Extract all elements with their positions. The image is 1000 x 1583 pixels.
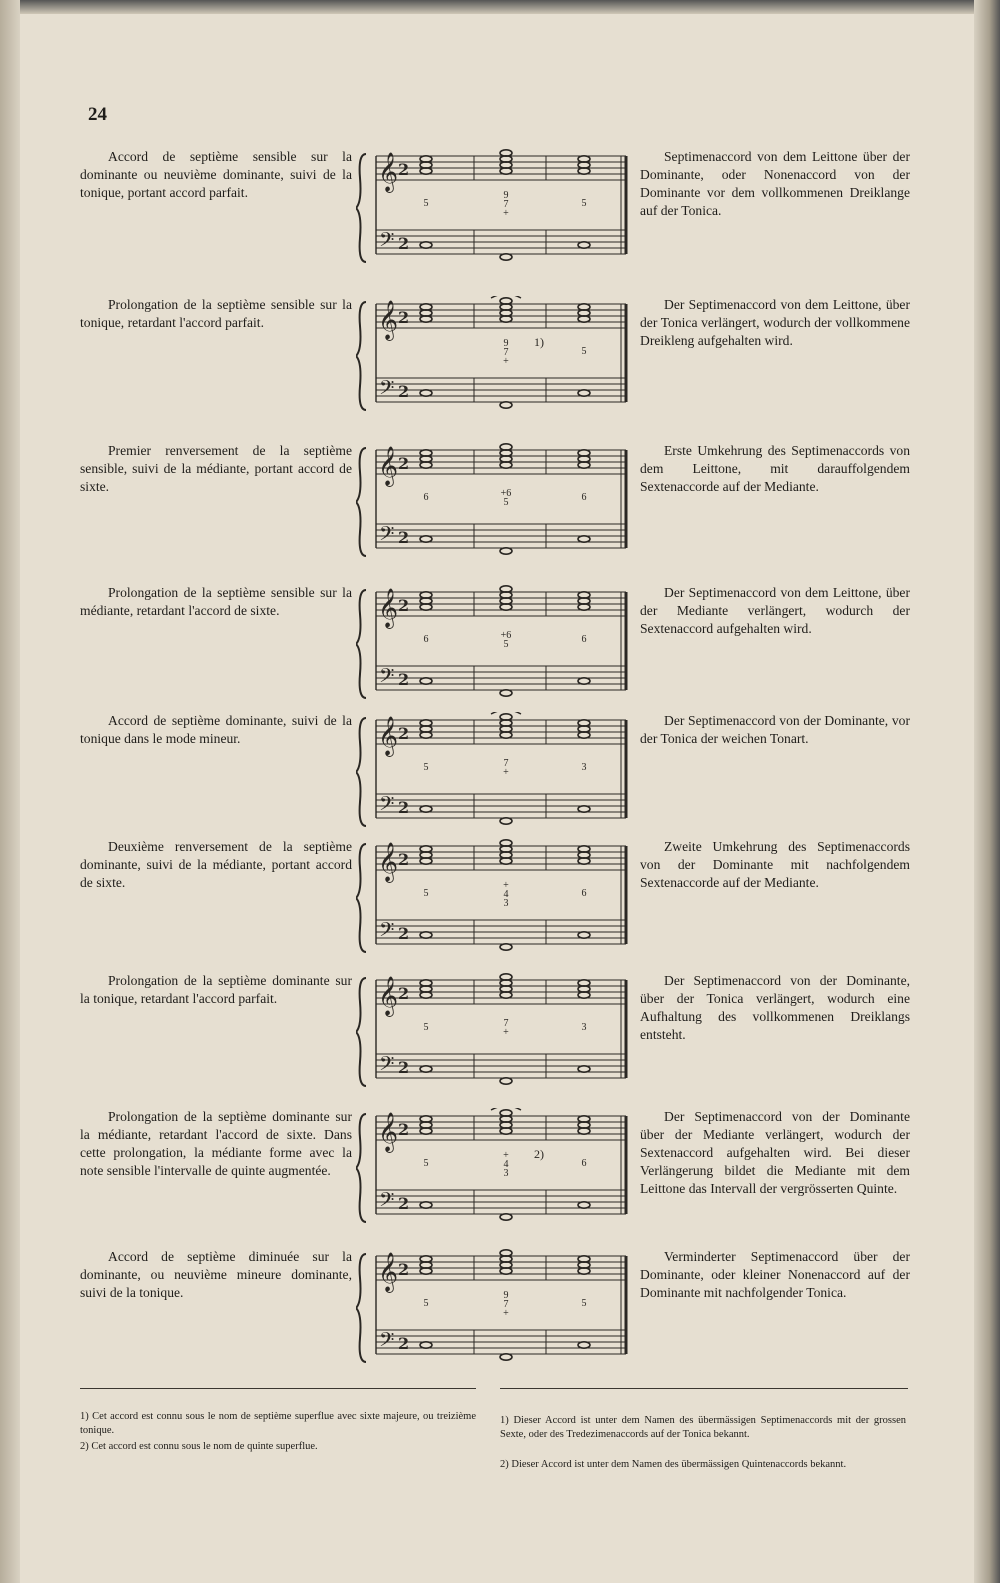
- figured-bass: 5: [423, 762, 429, 773]
- figured-bass: 5: [423, 1158, 429, 1169]
- whole-note: [420, 536, 432, 542]
- music-example: [356, 1248, 632, 1372]
- whole-note: [500, 818, 512, 824]
- whole-note: [420, 1202, 432, 1208]
- whole-note: [500, 690, 512, 696]
- whole-note: [500, 402, 512, 408]
- page-binding: [0, 0, 20, 1583]
- time-signature: 2: [398, 1334, 410, 1353]
- time-signature: 2: [398, 850, 410, 869]
- whole-note: [578, 678, 590, 684]
- figured-bass: 7: [503, 347, 509, 358]
- figured-bass: 3: [503, 1168, 509, 1179]
- figured-bass: 9: [503, 338, 509, 349]
- figured-bass: 3: [581, 1022, 587, 1033]
- treble-clef-icon: 𝄞: [378, 976, 399, 1016]
- whole-note: [420, 242, 432, 248]
- footnote-ref: 2): [534, 1147, 544, 1161]
- german-text: Septimenaccord von dem Leittone über der Dominante, oder Nonenaccord von der Dominante vor dem vollkommenen Dreiklange auf der Tonica.: [640, 149, 910, 218]
- whole-note: [500, 944, 512, 950]
- whole-note: [578, 1066, 590, 1072]
- figured-bass: 5: [581, 346, 587, 357]
- figured-bass: +6: [500, 488, 512, 499]
- brace: [356, 978, 366, 1086]
- figured-bass: +: [503, 1308, 509, 1319]
- figured-bass: 3: [503, 898, 509, 909]
- brace: [356, 590, 366, 698]
- treble-clef-icon: 𝄞: [378, 446, 399, 486]
- whole-note: [420, 678, 432, 684]
- treble-clef-icon: 𝄞: [378, 1252, 399, 1292]
- treble-clef-icon: 𝄞: [378, 842, 399, 882]
- time-signature: 2: [398, 924, 410, 943]
- music-example: [356, 838, 632, 962]
- figured-bass: 6: [581, 1158, 587, 1169]
- time-signature: 2: [398, 308, 410, 327]
- french-text: Premier renversement de la septième sensible, suivi de la médiante, portant accord de sixte.: [80, 443, 352, 494]
- german-text: Erste Umkehrung des Septimenaccords von dem Leittone, mit darauffolgendem Sextenaccorde auf der Mediante.: [640, 443, 910, 494]
- whole-note: [578, 390, 590, 396]
- treble-clef-icon: 𝄞: [378, 1112, 399, 1152]
- figured-bass: 3: [581, 762, 587, 773]
- time-signature: 2: [398, 724, 410, 743]
- french-text: Prolongation de la septième sensible sur la tonique, retardant l'accord parfait.: [80, 297, 352, 330]
- figured-bass: 7: [503, 199, 509, 210]
- whole-note: [500, 1078, 512, 1084]
- brace: [356, 302, 366, 410]
- page-top-shadow: [0, 0, 1000, 14]
- figured-bass: 5: [423, 198, 429, 209]
- whole-note: [500, 1354, 512, 1360]
- music-example: [356, 1108, 632, 1232]
- german-text: Der Septimenaccord von dem Leittone, über der Mediante verlängert, wodurch der Sextenaccord aufgehalten wird.: [640, 585, 910, 636]
- whole-note: [578, 242, 590, 248]
- music-example: [356, 442, 632, 566]
- treble-clef-icon: 𝄞: [378, 152, 399, 192]
- figured-bass: +: [503, 208, 509, 219]
- brace: [356, 718, 366, 826]
- figured-bass: +: [503, 1150, 509, 1161]
- figured-bass: +: [503, 1027, 509, 1038]
- brace: [356, 1254, 366, 1362]
- figured-bass: 5: [581, 1298, 587, 1309]
- german-text: Der Septimenaccord von der Dominante über der Mediante verlängert, wodurch der Sextenaccord aufgehalten wird. Bei dieser Verlängerung bildet die Mediante mit dem Leittone das Intervall der vergrösserten Quinte.: [640, 1109, 910, 1196]
- french-text: Deuxième renversement de la septième dominante, suivi de la médiante, portant accord de sixte.: [80, 839, 352, 890]
- brace: [356, 154, 366, 262]
- figured-bass: 7: [503, 1018, 509, 1029]
- time-signature: 2: [398, 1260, 410, 1279]
- figured-bass: 7: [503, 1299, 509, 1310]
- music-example: [356, 712, 632, 836]
- figured-bass: 5: [423, 1022, 429, 1033]
- music-example: [356, 148, 632, 272]
- whole-note: [420, 932, 432, 938]
- bass-clef-icon: 𝄢: [379, 1052, 395, 1080]
- french-text: Accord de septième dominante, suivi de la tonique dans le mode mineur.: [80, 713, 352, 746]
- figured-bass: 4: [503, 1159, 509, 1170]
- footnote-fr-2: 2) Cet accord est connu sous le nom de quinte superflue.: [80, 1441, 318, 1452]
- bass-clef-icon: 𝄢: [379, 664, 395, 692]
- french-text: Prolongation de la septième dominante sur la tonique, retardant l'accord parfait.: [80, 973, 352, 1006]
- bass-clef-icon: 𝄢: [379, 918, 395, 946]
- whole-note: [500, 548, 512, 554]
- treble-clef-icon: 𝄞: [378, 300, 399, 340]
- figured-bass: 6: [581, 634, 587, 645]
- footnote-de-2: 2) Dieser Accord ist unter dem Namen des übermässigen Quintenaccords bekannt.: [500, 1459, 847, 1470]
- french-text: Prolongation de la septième sensible sur la médiante, retardant l'accord de sixte.: [80, 585, 352, 618]
- time-signature: 2: [398, 454, 410, 473]
- time-signature: 2: [398, 234, 410, 253]
- brace: [356, 448, 366, 556]
- treble-clef-icon: 𝄞: [378, 588, 399, 628]
- whole-note: [500, 254, 512, 260]
- time-signature: 2: [398, 984, 410, 1003]
- german-text: Der Septimenaccord von der Dominante, über der Tonica verlängert, wodurch eine Aufhaltung des vollkommenen Dreiklangs entsteht.: [640, 973, 910, 1042]
- time-signature: 2: [398, 160, 410, 179]
- music-example: [356, 584, 632, 708]
- page-number: 24: [88, 104, 107, 125]
- time-signature: 2: [398, 798, 410, 817]
- figured-bass: 5: [423, 888, 429, 899]
- page-edge: [974, 0, 1000, 1583]
- figured-bass: +: [503, 356, 509, 367]
- footnote-de-1: 1) Dieser Accord ist unter dem Namen des übermässigen Septimenaccords mit der grossen Sexte, oder des Tredezimenaccords auf der Tonica bekannt.: [500, 1415, 906, 1440]
- figured-bass: 6: [423, 634, 429, 645]
- figured-bass: 4: [503, 889, 509, 900]
- bass-clef-icon: 𝄢: [379, 376, 395, 404]
- whole-note: [420, 1066, 432, 1072]
- whole-note: [578, 1342, 590, 1348]
- french-text: Accord de septième diminuée sur la dominante, ou neuvième mineure dominante, suivi de la tonique.: [80, 1249, 352, 1300]
- figured-bass: +: [503, 880, 509, 891]
- footnote-ref: 1): [534, 335, 544, 349]
- time-signature: 2: [398, 1120, 410, 1139]
- bass-clef-icon: 𝄢: [379, 792, 395, 820]
- whole-note: [500, 1214, 512, 1220]
- time-signature: 2: [398, 1058, 410, 1077]
- figured-bass: 5: [503, 497, 509, 508]
- german-text: Der Septimenaccord von der Dominante, vor der Tonica der weichen Tonart.: [640, 713, 910, 746]
- bass-clef-icon: 𝄢: [379, 228, 395, 256]
- bass-clef-icon: 𝄢: [379, 1328, 395, 1356]
- figured-bass: 9: [503, 1290, 509, 1301]
- time-signature: 2: [398, 528, 410, 547]
- german-text: Verminderter Septimenaccord über der Dominante, oder kleiner Nonenaccord auf der Dominante mit nachfolgender Tonica.: [640, 1249, 910, 1300]
- french-text: Accord de septième sensible sur la dominante ou neuvième dominante, suivi de la tonique, portant accord parfait.: [80, 149, 352, 200]
- french-text: Prolongation de la septième dominante sur la médiante, retardant l'accord de sixte. Dans cette prolongation, la médiante forme avec la note sensible l'intervalle de quinte augmentée.: [80, 1109, 352, 1178]
- figured-bass: 5: [503, 639, 509, 650]
- treble-clef-icon: 𝄞: [378, 716, 399, 756]
- figured-bass: 6: [423, 492, 429, 503]
- music-example: [356, 972, 632, 1096]
- bass-clef-icon: 𝄢: [379, 1188, 395, 1216]
- brace: [356, 844, 366, 952]
- whole-note: [578, 1202, 590, 1208]
- footnote-rule-fr: [80, 1388, 476, 1389]
- music-example: [356, 296, 632, 420]
- time-signature: 2: [398, 670, 410, 689]
- whole-note: [420, 390, 432, 396]
- footnote-rule-de: [500, 1388, 908, 1389]
- whole-note: [578, 806, 590, 812]
- figured-bass: 9: [503, 190, 509, 201]
- figured-bass: 5: [423, 1298, 429, 1309]
- figured-bass: 6: [581, 888, 587, 899]
- time-signature: 2: [398, 382, 410, 401]
- figured-bass: 5: [581, 198, 587, 209]
- bass-clef-icon: 𝄢: [379, 522, 395, 550]
- whole-note: [420, 1342, 432, 1348]
- brace: [356, 1114, 366, 1222]
- time-signature: 2: [398, 1194, 410, 1213]
- whole-note: [578, 536, 590, 542]
- footnote-fr-1: 1) Cet accord est connu sous le nom de septième superflue avec sixte majeure, ou treizième tonique.: [80, 1411, 476, 1436]
- german-text: Zweite Umkehrung des Septimenaccords von der Dominante mit nachfolgendem Sextenaccorde auf der Mediante.: [640, 839, 910, 890]
- figured-bass: +6: [500, 630, 512, 641]
- time-signature: 2: [398, 596, 410, 615]
- figured-bass: 6: [581, 492, 587, 503]
- whole-note: [578, 932, 590, 938]
- figured-bass: +: [503, 767, 509, 778]
- whole-note: [420, 806, 432, 812]
- figured-bass: 7: [503, 758, 509, 769]
- german-text: Der Septimenaccord von dem Leittone, über der Tonica verlängert, wodurch der vollkommene Dreikleng aufgehalten wird.: [640, 297, 910, 348]
